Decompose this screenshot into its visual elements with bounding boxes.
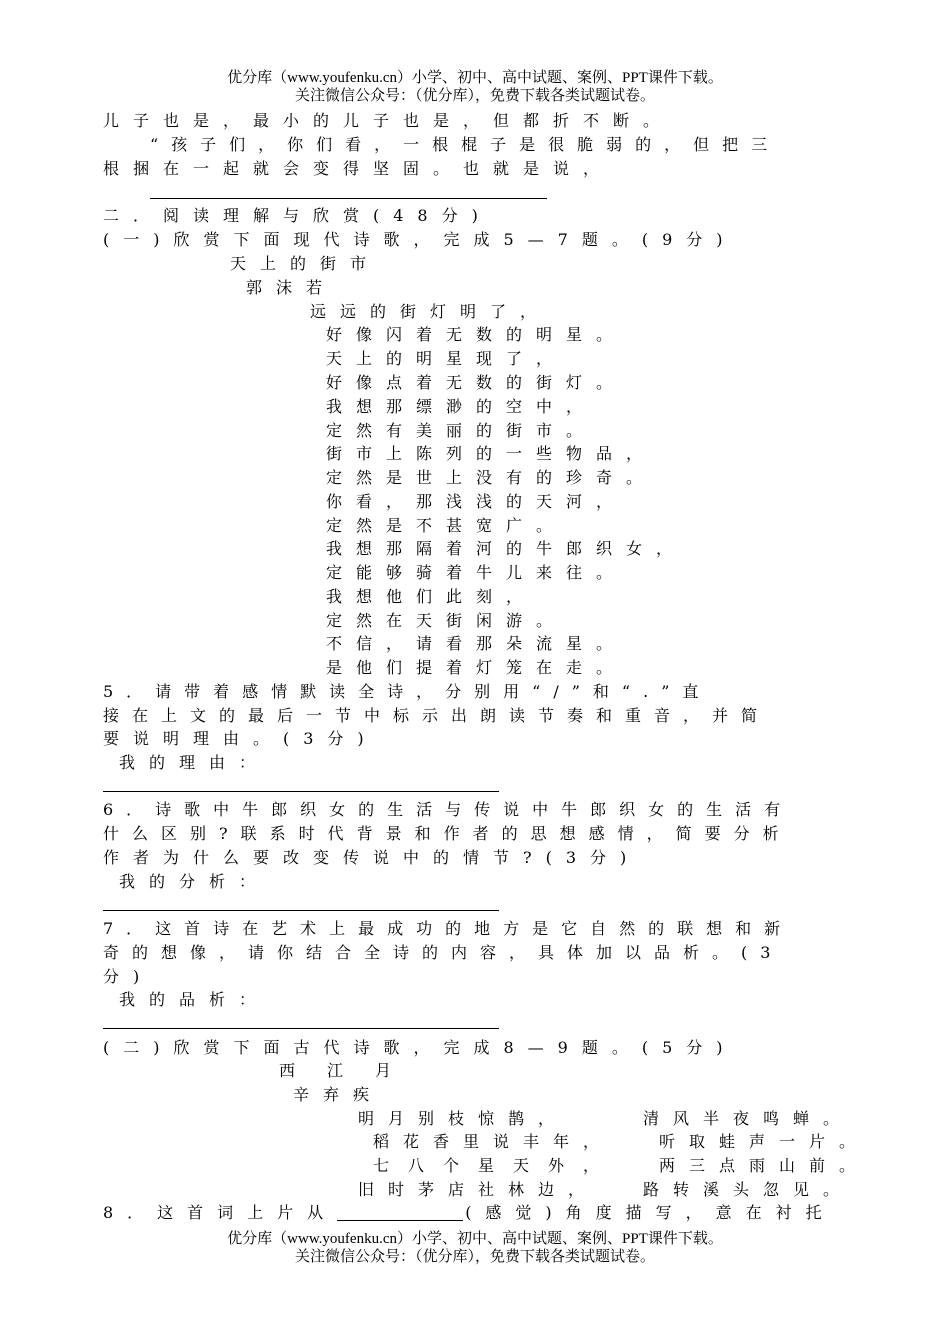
q5-line-3: 要说明理由。(3分)	[103, 729, 378, 748]
poem2-author: 辛弃疾	[293, 1085, 384, 1104]
poem1-line: 我想他们此刻，	[326, 587, 537, 606]
poem1-line: 街市上陈列的一些物品，	[326, 444, 657, 463]
q6-line-2: 什么区别?联系时代背景和作者的思想感情，简要分析	[103, 824, 792, 843]
header-line-2: 关注微信公众号：（优分库），免费下载各类试题试卷。	[294, 88, 655, 104]
q5-line-1: 5．请带着感情默读全诗，分别用“/”和“.”直	[103, 682, 712, 701]
poem1-line: 我想那隔着河的牛郎织女，	[326, 539, 687, 558]
q5-answer-label: 我的理由：	[119, 753, 270, 772]
poem1-author: 郭沫若	[246, 278, 337, 297]
q7-line-1: 7．这首诗在艺术上最成功的地方是它自然的联想和新	[103, 919, 794, 938]
part2-heading: (二)欣赏下面古代诗歌，完成8—9题。(5分)	[103, 1038, 737, 1057]
q8-answer-blank[interactable]	[337, 1204, 463, 1221]
intro-line-2: “孩子们，你们看，一根棍子是很脆弱的，但把三	[150, 135, 781, 154]
poem2-line-b: 路转溪头忽见。	[643, 1180, 854, 1199]
q7-answer-line[interactable]	[103, 1028, 499, 1029]
poem1-line: 定然在天街闲游。	[326, 611, 567, 630]
q8-prefix: 8．这首词上片从	[103, 1203, 338, 1222]
q5-line-2: 接在上文的最后一节中标示出朗读节奏和重音，并简	[103, 706, 771, 725]
q5-answer-line[interactable]	[103, 791, 499, 792]
q6-answer-label: 我的分析：	[119, 872, 270, 891]
poem2-line-b: 清风半夜鸣蝉。	[643, 1109, 854, 1128]
q7-line-3: 分)	[103, 967, 154, 986]
footer-line-1: 优分库（www.youfenku.cn）小学、初中、高中试题、案例、PPT课件下载。	[227, 1231, 723, 1247]
poem1-line: 定然是不甚宽广。	[326, 516, 567, 535]
poem1-line: 我想那缥渺的空中，	[326, 397, 597, 416]
poem2-line-b: 两三点雨山前。	[659, 1156, 870, 1175]
section-title: 二．阅读理解与欣赏(48分)	[103, 206, 492, 225]
footer-line-2: 关注微信公众号：（优分库），免费下载各类试题试卷。	[294, 1249, 655, 1265]
poem1-line: 好像点着无数的街灯。	[326, 373, 627, 392]
header-line-1: 优分库（www.youfenku.cn）小学、初中、高中试题、案例、PPT课件下载。	[227, 70, 723, 86]
poem1-line: 定然有美丽的街市。	[326, 421, 597, 440]
poem2-line-a: 明月别枝惊鹊，	[358, 1109, 569, 1128]
part1-heading: (一)欣赏下面现代诗歌，完成5—7题。(9分)	[103, 230, 737, 249]
poem1-title: 天上的街市	[230, 254, 381, 273]
poem1-line: 天上的明星现了，	[326, 349, 567, 368]
q6-line-3: 作者为什么要改变传说中的情节?(3分)	[103, 848, 641, 867]
answer-line	[150, 198, 547, 199]
poem1-line: 是他们提着灯笼在走。	[326, 658, 627, 677]
poem2-line-a: 七八个星天外，	[373, 1156, 619, 1175]
q6-line-1: 6．诗歌中牛郎织女的生活与传说中牛郎织女的生活有	[103, 800, 794, 819]
q8-suffix: (感觉)角度描写，意在衬托	[465, 1203, 836, 1222]
poem1-line: 不信，请看那朵流星。	[326, 634, 627, 653]
poem2-title: 西 江 月	[279, 1061, 400, 1080]
poem2-line-b: 听取蛙声一片。	[659, 1132, 870, 1151]
poem1-line: 好像闪着无数的明星。	[326, 325, 627, 344]
poem1-line: 定能够骑着牛儿来往。	[326, 563, 627, 582]
q7-line-2: 奇的想像，请你结合全诗的内容，具体加以品析。(3	[103, 943, 784, 962]
q6-answer-line[interactable]	[103, 910, 499, 911]
q7-answer-label: 我的品析：	[119, 990, 270, 1009]
intro-line-1: 儿子也是，最小的儿子也是，但都折不断。	[103, 111, 674, 130]
poem1-line: 你看，那浅浅的天河，	[326, 492, 627, 511]
poem2-line-a: 旧时茅店社林边，	[358, 1180, 599, 1199]
poem1-line: 定然是世上没有的珍奇。	[326, 468, 657, 487]
poem2-line-a: 稻花香里说丰年，	[373, 1132, 614, 1151]
poem1-line: 远远的街灯明了，	[310, 302, 551, 321]
q8-line	[103, 1202, 836, 1224]
intro-line-3: 根捆在一起就会变得坚固。也就是说，	[103, 159, 614, 178]
